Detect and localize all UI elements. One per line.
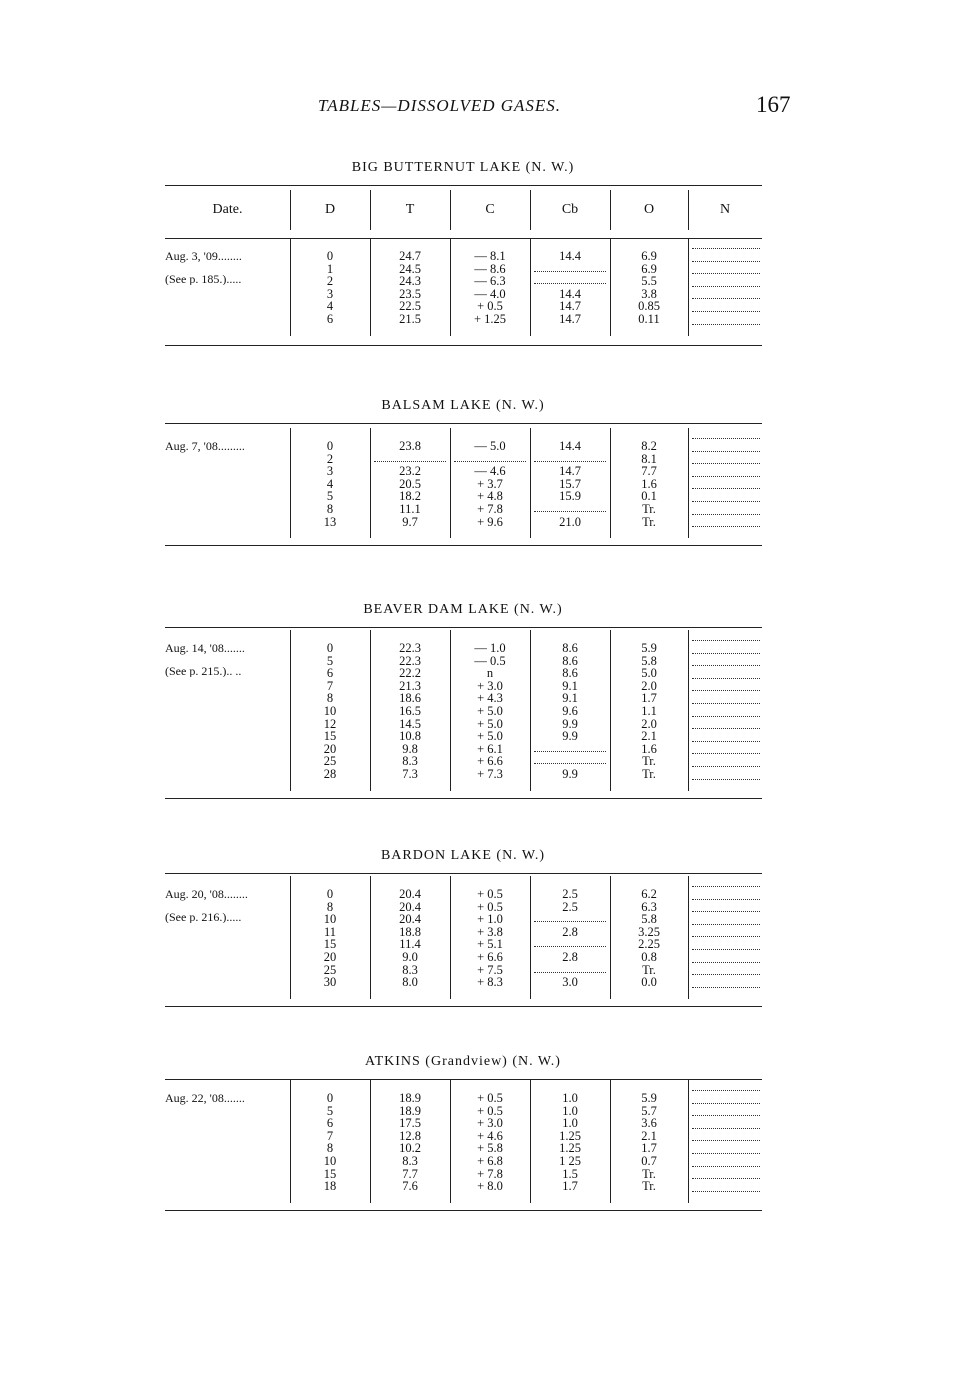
t-value: 18.2 xyxy=(399,489,421,504)
t-value: 10.8 xyxy=(399,729,421,744)
n-leader xyxy=(692,1132,760,1145)
t-value: 22.5 xyxy=(399,299,421,314)
d-value: 15 xyxy=(323,937,337,952)
header-date: Date. xyxy=(212,202,243,217)
o-value: 2.25 xyxy=(638,937,660,952)
bottom-rule xyxy=(165,1210,762,1211)
header-o: O xyxy=(643,202,655,217)
t-value: 14.5 xyxy=(399,716,421,731)
cb-value: 9.9 xyxy=(562,729,578,744)
column-d xyxy=(290,1092,370,1193)
o-value: 1.7 xyxy=(641,1141,657,1156)
n-leader xyxy=(692,1183,760,1196)
t-value: 18.8 xyxy=(399,924,421,939)
date-line: Aug. 7, '08......... xyxy=(165,440,245,453)
header-n: N xyxy=(719,202,731,217)
o-value: 6.2 xyxy=(641,887,657,901)
n-leader xyxy=(692,1120,760,1133)
d-value: 18 xyxy=(323,1179,337,1194)
date-line: Aug. 3, '09........ xyxy=(165,250,242,263)
c-value: — 5.0 xyxy=(474,439,506,453)
column-c xyxy=(450,1092,530,1193)
c-value: — 8.1 xyxy=(474,249,506,263)
t-value: 24.5 xyxy=(399,261,421,276)
o-value: 5.7 xyxy=(641,1103,657,1118)
c-value: n xyxy=(486,666,494,681)
o-value: Tr. xyxy=(642,962,656,977)
section-title: ATKINS (Grandview) (N. W.) xyxy=(365,1054,561,1069)
cb-value: 14.4 xyxy=(559,286,581,301)
o-value: 8.1 xyxy=(641,451,657,466)
o-value: 5.0 xyxy=(641,666,657,681)
t-value: 22.3 xyxy=(399,641,421,655)
date-cell xyxy=(165,1092,286,1115)
dotted-leader xyxy=(692,1120,760,1129)
c-value: — 4.6 xyxy=(474,464,506,479)
d-value: 6 xyxy=(326,1116,334,1131)
date-line: Aug. 20, '08........ xyxy=(165,888,248,901)
d-value: 10 xyxy=(323,1153,337,1168)
t-value: 18.9 xyxy=(399,1103,421,1118)
t-value: 24.7 xyxy=(399,249,421,263)
d-value: 12 xyxy=(323,716,337,731)
section-title: BARDON LAKE (N. W.) xyxy=(380,848,546,863)
d-value: 5 xyxy=(326,1103,334,1118)
o-value: 1.1 xyxy=(641,703,657,718)
date-line: (See p. 185.)..... xyxy=(165,272,242,286)
o-value: 2.0 xyxy=(641,716,657,731)
cb-value: 1.7 xyxy=(562,1179,578,1194)
section-title: BALSAM LAKE (N. W.) xyxy=(381,398,545,413)
o-value: Tr. xyxy=(642,514,656,529)
t-value: 22.2 xyxy=(399,666,421,681)
o-value: 6.3 xyxy=(641,899,657,914)
n-leader xyxy=(692,1095,760,1108)
n-leader xyxy=(692,1107,760,1120)
t-value: 20.4 xyxy=(399,899,421,914)
cb-value: 9.1 xyxy=(562,678,578,693)
c-value: — 0.5 xyxy=(474,653,506,668)
d-value: 6 xyxy=(326,311,334,326)
t-value: 20.4 xyxy=(399,887,421,901)
t-value: 18.9 xyxy=(399,1091,421,1105)
d-value: 0 xyxy=(326,887,334,901)
c-value: + 5.8 xyxy=(477,1141,503,1156)
o-value: 3.25 xyxy=(638,924,660,939)
o-value: 5.5 xyxy=(641,274,657,289)
dotted-leader xyxy=(692,1107,760,1116)
cb-value: 8.6 xyxy=(562,653,578,668)
o-value: 5.9 xyxy=(641,641,657,655)
c-value: + 0.5 xyxy=(477,1091,503,1105)
c-value: + 5.0 xyxy=(477,703,503,718)
o-value: 5.8 xyxy=(641,653,657,668)
c-value: + 6.8 xyxy=(477,1153,503,1168)
header-t: T xyxy=(405,202,415,217)
column-divider xyxy=(688,1080,689,1203)
c-value: + 3.8 xyxy=(477,924,503,939)
c-value: + 6.1 xyxy=(477,741,503,756)
date-line: (See p. 216.)..... xyxy=(165,910,242,924)
d-value: 20 xyxy=(323,741,337,756)
c-value: + 3.0 xyxy=(477,678,503,693)
o-value: 5.9 xyxy=(641,1091,657,1105)
d-value: 15 xyxy=(323,729,337,744)
t-value: 8.3 xyxy=(402,962,418,977)
d-value: 30 xyxy=(323,975,337,990)
cb-value: 1.0 xyxy=(562,1116,578,1131)
cb-value: 3.0 xyxy=(562,975,578,990)
t-value: 11.1 xyxy=(399,501,421,516)
cb-value: 9.9 xyxy=(562,716,578,731)
t-value: 8.0 xyxy=(402,975,418,990)
cb-value: 9.6 xyxy=(562,703,578,718)
t-value: 7.7 xyxy=(402,1166,418,1181)
o-value: 3.8 xyxy=(641,286,657,301)
o-value: Tr. xyxy=(642,1179,656,1194)
c-value: + 1.25 xyxy=(473,311,507,326)
t-value: 18.6 xyxy=(399,691,421,706)
column-n xyxy=(692,1082,760,1195)
t-value: 16.5 xyxy=(399,703,421,718)
top-rule xyxy=(165,1079,762,1080)
c-value: + 6.6 xyxy=(477,754,503,769)
cb-value: 15.9 xyxy=(559,489,581,504)
date-line: (See p. 215.).. .. xyxy=(165,664,242,678)
o-value: 6.9 xyxy=(641,261,657,276)
t-value: 20.5 xyxy=(399,476,421,491)
o-value: Tr. xyxy=(642,1166,656,1181)
cb-value: 1.0 xyxy=(562,1091,578,1105)
o-value: Tr. xyxy=(642,754,656,769)
o-value: 0.0 xyxy=(641,975,657,990)
c-value: + 9.6 xyxy=(477,514,503,529)
cb-value: 8.6 xyxy=(562,666,578,681)
n-leader xyxy=(692,1145,760,1158)
t-value: 7.3 xyxy=(402,766,418,781)
t-value: 8.3 xyxy=(402,754,418,769)
column-t xyxy=(370,1092,450,1193)
column-o xyxy=(610,1092,688,1193)
c-value: + 8.0 xyxy=(477,1179,503,1194)
t-value: 23.8 xyxy=(399,439,421,453)
d-value: 3 xyxy=(326,464,334,479)
n-leader xyxy=(692,1170,760,1183)
d-value: 7 xyxy=(326,678,334,693)
c-value: + 7.8 xyxy=(477,1166,503,1181)
d-value: 10 xyxy=(323,703,337,718)
column-cb xyxy=(530,1092,610,1193)
o-value: Tr. xyxy=(642,766,656,781)
cb-value: 2.5 xyxy=(562,887,578,901)
o-value: 1.6 xyxy=(641,476,657,491)
o-value: 2.0 xyxy=(641,678,657,693)
t-value: 23.5 xyxy=(399,286,421,301)
cb-value: 1 25 xyxy=(559,1153,581,1168)
c-value: + 3.7 xyxy=(477,476,503,491)
d-value: 2 xyxy=(326,451,334,466)
o-value: 6.9 xyxy=(641,249,657,263)
o-value: Tr. xyxy=(642,501,656,516)
c-value: + 5.0 xyxy=(477,729,503,744)
page-number: 167 xyxy=(756,92,791,117)
o-value: 1.6 xyxy=(641,741,657,756)
t-value: 22.3 xyxy=(399,653,421,668)
c-value: + 7.3 xyxy=(477,766,503,781)
date-line: Aug. 22, '08....... xyxy=(165,1092,245,1105)
t-value: 9.7 xyxy=(402,514,418,529)
c-value: + 7.8 xyxy=(477,501,503,516)
d-value: 0 xyxy=(326,641,334,655)
c-value: + 5.0 xyxy=(477,716,503,731)
c-value: — 4.0 xyxy=(474,286,506,301)
d-value: 1 xyxy=(326,261,334,276)
c-value: + 0.5 xyxy=(477,1103,503,1118)
d-value: 8 xyxy=(326,899,334,914)
t-value: 10.2 xyxy=(399,1141,421,1156)
cb-value: 2.8 xyxy=(562,949,578,964)
o-value: 0.7 xyxy=(641,1153,657,1168)
cb-value: 14.4 xyxy=(559,249,581,263)
t-value: 12.8 xyxy=(399,1128,421,1143)
cb-value: 15.7 xyxy=(559,476,581,491)
cb-value: 9.1 xyxy=(562,691,578,706)
d-value: 5 xyxy=(326,489,334,504)
cb-value: 14.7 xyxy=(559,299,581,314)
date-line: Aug. 14, '08....... xyxy=(165,642,245,655)
c-value: + 0.5 xyxy=(477,899,503,914)
d-value: 25 xyxy=(323,962,337,977)
t-value: 9.8 xyxy=(402,741,418,756)
cb-value: 1.25 xyxy=(559,1128,581,1143)
d-value: 5 xyxy=(326,653,334,668)
t-value: 21.5 xyxy=(399,311,421,326)
c-value: + 4.3 xyxy=(477,691,503,706)
d-value: 8 xyxy=(326,501,334,516)
c-value: + 8.3 xyxy=(477,975,503,990)
cb-value: 2.5 xyxy=(562,899,578,914)
header-cb: Cb xyxy=(561,202,579,217)
cb-value: 14.4 xyxy=(559,439,581,453)
d-value: 20 xyxy=(323,949,337,964)
t-value: 8.3 xyxy=(402,1153,418,1168)
c-value: + 4.8 xyxy=(477,489,503,504)
d-value: 8 xyxy=(326,1141,334,1156)
d-value: 11 xyxy=(323,924,337,939)
t-value: 17.5 xyxy=(399,1116,421,1131)
cb-value: 8.6 xyxy=(562,641,578,655)
o-value: 2.1 xyxy=(641,1128,657,1143)
d-value: 13 xyxy=(323,514,337,529)
c-value: — 6.3 xyxy=(474,274,506,289)
c-value: + 4.6 xyxy=(477,1128,503,1143)
d-value: 15 xyxy=(323,1166,337,1181)
cb-value: 14.7 xyxy=(559,311,581,326)
cb-value: 9.9 xyxy=(562,766,578,781)
t-value: 11.4 xyxy=(399,937,421,952)
section-title: BIG BUTTERNUT LAKE (N. W.) xyxy=(351,160,575,175)
c-value: + 6.6 xyxy=(477,949,503,964)
c-value: + 0.5 xyxy=(477,887,503,901)
dotted-leader xyxy=(692,1082,760,1091)
d-value: 10 xyxy=(323,912,337,927)
d-value: 28 xyxy=(323,766,337,781)
running-title: TABLES—DISSOLVED GASES. xyxy=(318,96,562,115)
o-value: 1.7 xyxy=(641,691,657,706)
t-value: 21.3 xyxy=(399,678,421,693)
section-title: BEAVER DAM LAKE (N. W.) xyxy=(363,602,563,617)
header-c: C xyxy=(485,202,495,217)
dotted-leader xyxy=(692,1095,760,1104)
d-value: 7 xyxy=(326,1128,334,1143)
o-value: 0.8 xyxy=(641,949,657,964)
d-value: 3 xyxy=(326,286,334,301)
d-value: 4 xyxy=(326,476,334,491)
c-value: + 7.5 xyxy=(477,962,503,977)
c-value: + 5.1 xyxy=(477,937,503,952)
c-value: + 0.5 xyxy=(477,299,503,314)
d-value: 6 xyxy=(326,666,334,681)
o-value: 0.11 xyxy=(638,311,660,326)
dotted-leader xyxy=(692,1183,760,1192)
o-value: 8.2 xyxy=(641,439,657,453)
n-leader xyxy=(692,1082,760,1095)
d-value: 0 xyxy=(326,1091,334,1105)
c-value: — 1.0 xyxy=(474,641,506,655)
cb-value: 21.0 xyxy=(559,514,581,529)
cb-value: 1.0 xyxy=(562,1103,578,1118)
o-value: 2.1 xyxy=(641,729,657,744)
cb-value: 14.7 xyxy=(559,464,581,479)
header-d: D xyxy=(324,202,336,217)
d-value: 4 xyxy=(326,299,334,314)
d-value: 2 xyxy=(326,274,334,289)
t-value: 23.2 xyxy=(399,464,421,479)
o-value: 0.1 xyxy=(641,489,657,504)
o-value: 7.7 xyxy=(641,464,657,479)
dotted-leader xyxy=(692,1158,760,1167)
t-value: 24.3 xyxy=(399,274,421,289)
d-value: 25 xyxy=(323,754,337,769)
o-value: 3.6 xyxy=(641,1116,657,1131)
cb-value: 1.5 xyxy=(562,1166,578,1181)
d-value: 0 xyxy=(326,249,334,263)
d-value: 8 xyxy=(326,691,334,706)
o-value: 5.8 xyxy=(641,912,657,927)
cb-value: 2.8 xyxy=(562,924,578,939)
o-value: 0.85 xyxy=(638,299,660,314)
c-value: + 1.0 xyxy=(477,912,503,927)
dotted-leader xyxy=(692,1145,760,1154)
dotted-leader xyxy=(692,1132,760,1141)
t-value: 20.4 xyxy=(399,912,421,927)
c-value: + 3.0 xyxy=(477,1116,503,1131)
n-leader xyxy=(692,1158,760,1171)
dotted-leader xyxy=(692,1170,760,1179)
c-value: — 8.6 xyxy=(474,261,506,276)
t-value: 7.6 xyxy=(402,1179,418,1194)
t-value: 9.0 xyxy=(402,949,418,964)
cb-value: 1.25 xyxy=(559,1141,581,1156)
d-value: 0 xyxy=(326,439,334,453)
